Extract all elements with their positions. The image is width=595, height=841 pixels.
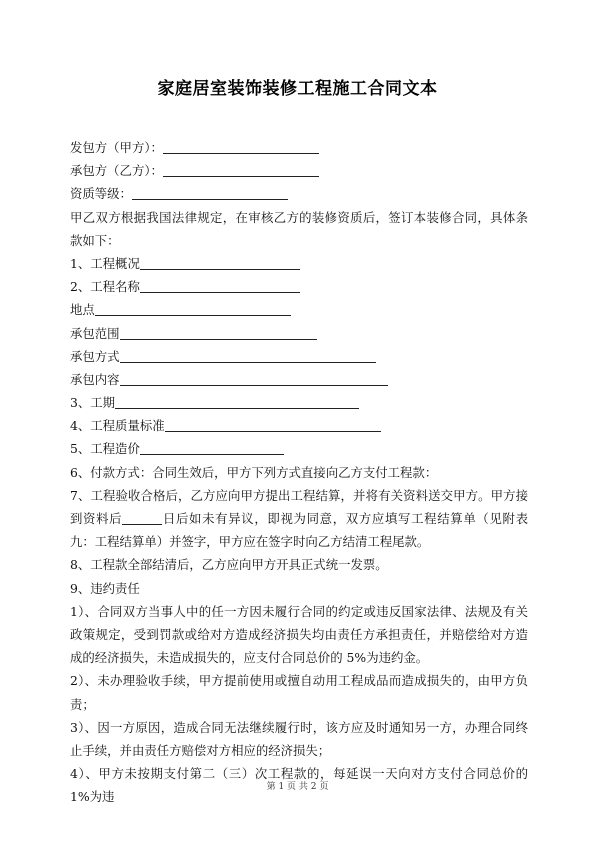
item-cost-label: 5、工程造价 <box>70 441 140 457</box>
item-quality-standard-label: 4、工程质量标准 <box>70 418 165 434</box>
item-cost <box>70 437 528 460</box>
item-method-label: 承包方式 <box>70 348 120 364</box>
item-location <box>70 298 528 321</box>
document-body <box>70 136 528 809</box>
item-content-blank <box>120 370 388 386</box>
qualification-label: 资质等级： <box>70 186 132 202</box>
liability-3: 3）、因一方原因，造成合同无法继续履行时，该方应及时通知另一方，办理合同终止手续，并由责任方赔偿对方相应的经济损失； <box>70 719 528 759</box>
item-location-label: 地点 <box>70 302 95 318</box>
item-duration-label: 3、工期 <box>70 395 116 411</box>
item-scope <box>70 322 528 345</box>
item-duration-blank <box>115 393 359 409</box>
item-payment: 6、付款方式：合同生效后，甲方下列方式直接向乙方支付工程款： <box>70 464 438 480</box>
page-footer: 第 1 页 共 2 页 <box>266 782 329 792</box>
intro-paragraph: 甲乙双方根据我国法律规定，在审核乙方的装修资质后，签订本装修合同，具体条款如下： <box>70 209 528 248</box>
item-method-blank <box>120 347 376 363</box>
item-project-overview <box>70 252 528 275</box>
clause-7-part-2: 日后如未有异议，即视为同意，双方应填写工程结算单（见附表九：工程结算单）并签字，甲方应在签字时向乙方结清工程尾款。 <box>70 511 528 550</box>
item-project-name <box>70 275 528 298</box>
liability-2: 2）、未办理验收手续，甲方提前使用或擅自动用工程成品而造成损失的，由甲方负责； <box>70 673 528 712</box>
item-cost-blank <box>140 439 284 455</box>
clause-7 <box>70 484 528 554</box>
party-a-label: 发包方（甲方）： <box>70 140 163 155</box>
liability-4: 4）、甲方未按期支付第二（三）次工程款的，每延误一天向对方支付合同总价的 1%为违 <box>70 766 528 805</box>
qualification-field <box>70 182 528 205</box>
item-content <box>70 368 528 391</box>
party-a-blank <box>163 138 319 154</box>
item-project-overview-blank <box>140 254 300 270</box>
party-b-blank <box>163 161 319 177</box>
item-project-name-blank <box>140 277 300 293</box>
clause-7-part-1: 7、工程验收合格后，乙方应向甲方提出工程结算，并将有关资料送交甲方。甲方接到资料后 <box>70 487 528 527</box>
item-method <box>70 345 528 368</box>
document-title: 家庭居室装饰装修工程施工合同文本 <box>157 79 438 99</box>
clause-9: 9、违约责任 <box>70 580 140 596</box>
item-quality-standard-blank <box>165 416 381 432</box>
item-content-label: 承包内容 <box>70 371 120 387</box>
item-scope-blank <box>120 324 317 340</box>
item-location-blank <box>95 300 291 316</box>
clause-7-days-blank <box>122 509 162 525</box>
item-quality-standard <box>70 414 528 437</box>
item-project-name-label: 2、工程名称 <box>70 279 140 295</box>
party-b-field <box>70 159 528 182</box>
item-duration <box>70 391 528 414</box>
party-a-field <box>70 136 528 159</box>
party-b-label: 承包方（乙方）： <box>70 163 163 179</box>
item-scope-label: 承包范围 <box>70 325 120 341</box>
liability-1: 1）、合同双方当事人中的任一方因未履行合同的约定或违反国家法律、法规及有关政策规定，受到罚款或给对方造成经济损失均由责任方承担责任，并赔偿给对方造成的经济损失，未造成损失的，应支付合同总价的 5%为违约金。 <box>70 603 528 666</box>
qualification-blank <box>132 184 288 200</box>
item-project-overview-label: 1、工程概况 <box>70 255 140 271</box>
clause-8: 8、工程款全部结清后，乙方应向甲方开具正式统一发票。 <box>70 557 388 573</box>
